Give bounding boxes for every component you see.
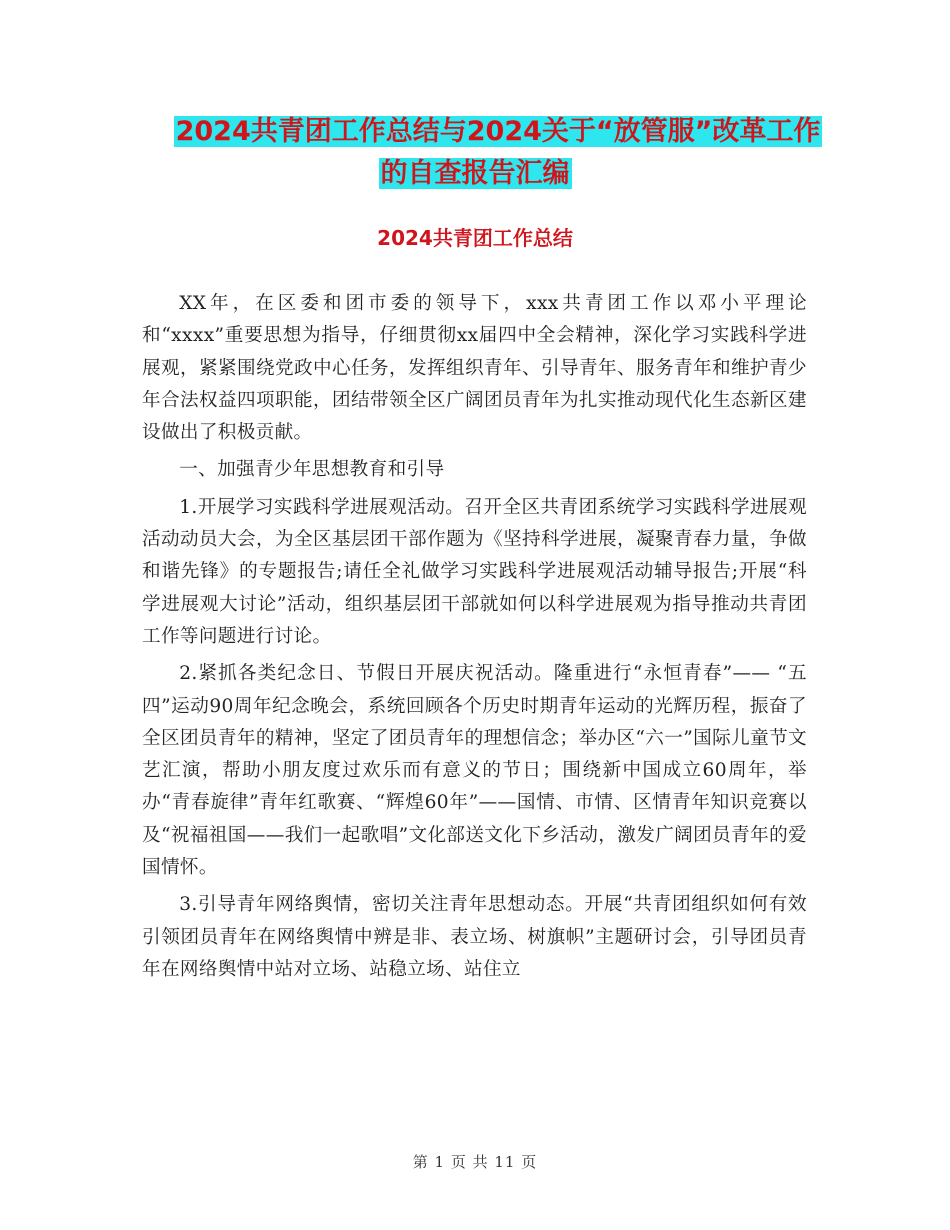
paragraph-item-3: 3.引导青年网络舆情，密切关注青年思想动态。开展“共青团组织如何有效引领团员青年在网络舆情中辨是非、表立场、树旗帜”主题研讨会，引导团员青年在网络舆情中站对立场、站稳立场、站住立 bbox=[142, 894, 807, 980]
title-line2-text: 的自查报告汇编 bbox=[380, 158, 570, 189]
paragraph-heading-1: 一、加强青少年思想教育和引导 bbox=[179, 459, 445, 481]
section-title: 2024共青团工作总结 bbox=[377, 226, 573, 250]
paragraph-intro: XX年，在区委和团市委的领导下，xxx共青团工作以邓小平理论和“xxxx”重要思想为指导，仔细贯彻xx届四中全会精神，深化学习实践科学进展观，紧紧围绕党政中心任务，发挥组织青年、引导青年、服务青年和维护青少年合法权益四项职能，团结带领全区广阔团员青年为扎实推动现代化生态新区建设做出了积极贡献。 bbox=[142, 293, 807, 444]
document-title-line1 bbox=[0, 110, 950, 154]
paragraph-item-1: 1.开展学习实践科学进展观活动。召开全区共青团系统学习实践科学进展观活动动员大会，为全区基层团干部作题为《坚持科学进展，凝聚青春力量，争做和谐先锋》的专题报告;请任全礼做学习实践科学进展观活动辅导报告;开展“科学进展观大讨论”活动，组织基层团干部就如何以科学进展观为指导推动共青团工作等问题进行讨论。 bbox=[142, 496, 807, 647]
page-footer: 第 1 页 共 11 页 bbox=[412, 1153, 538, 1171]
paragraph-item-2: 2.紧抓各类纪念日、节假日开展庆祝活动。隆重进行“永恒青春”—— “五四”运动90周年纪念晚会，系统回顾各个历史时期青年运动的光辉历程，振奋了全区团员青年的精神，坚定了团员青年的理想信念；举办区“六一”国际儿童节文艺汇演，帮助小朋友度过欢乐而有意义的节日；围绕新中国成立60周年，举办“青春旋律”青年红歌赛、“辉煌60年”——国情、市情、区情青年知识竞赛以及“祝福祖国——我们一起歌唱”文化部送文化下乡活动，激发广阔团员青年的爱国情怀。 bbox=[142, 663, 807, 879]
document-title-line2 bbox=[0, 152, 950, 196]
document-body bbox=[142, 288, 807, 991]
title-line1-text: 2024共青团工作总结与2024关于“放管服”改革工作 bbox=[175, 116, 821, 147]
